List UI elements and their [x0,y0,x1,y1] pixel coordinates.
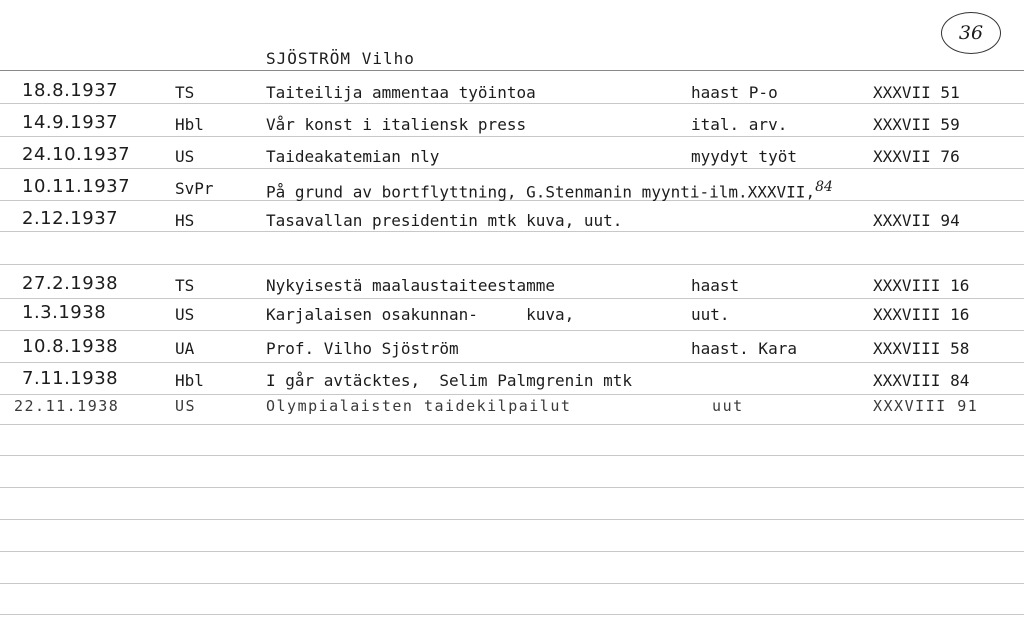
entry-source: US [175,147,195,166]
entry-date: 1.3.1938 [22,302,107,323]
entry-date: 2.12.1937 [22,208,119,229]
entry-note: haast. Kara [691,339,797,358]
entry-ref: XXXVIII 16 [873,305,970,324]
entry-date: 22.11.1938 [14,397,120,415]
entry-row [0,368,1024,394]
entry-ref: XXXVII 59 [873,115,960,134]
entry-date: 18.8.1937 [22,80,119,101]
entry-title: Prof. Vilho Sjöström [266,339,459,358]
entry-source: Hbl [175,371,204,390]
entry-title: Olympialaisten taidekilpailut [266,397,572,415]
ruled-line [0,424,1024,425]
ruled-line [0,614,1024,615]
entry-source: US [175,305,195,324]
entry-ref: XXXVIII 91 [873,397,979,415]
entry-title: Karjalaisen osakunnan- kuva, [266,305,575,324]
ruled-line [0,362,1024,363]
entry-row [0,80,1024,106]
entry-source: SvPr [175,179,214,198]
entry-date: 27.2.1938 [22,273,119,294]
entry-title-text: På grund av bortflyttning, G.Stenmanin myynti-ilm.XXXVII, [266,182,816,202]
entry-date: 10.8.1938 [22,336,119,357]
handwritten-page: 84 [815,179,833,195]
entry-row [0,394,1024,420]
ruled-line [0,519,1024,520]
ruled-line [0,487,1024,488]
entry-source: TS [175,83,195,102]
card-number [941,12,1001,54]
entry-row [0,302,1024,328]
entry-source: TS [175,276,195,295]
entry-ref: XXXVIII 58 [873,339,970,358]
entry-note: haast [691,276,740,295]
entry-title: Taiteilija ammentaa työintoa [266,83,536,102]
entry-title: Tasavallan presidentin mtk kuva, uut. [266,211,623,230]
entry-row [0,176,1024,202]
entry-source: HS [175,211,195,230]
entry-note: ital. arv. [691,115,788,134]
ruled-line [0,455,1024,456]
entry-note: haast P-o [691,83,778,102]
entry-row [0,273,1024,299]
entry-title: I går avtäcktes, Selim Palmgrenin mtk [266,371,633,390]
entry-ref: XXXVIII 84 [873,371,970,390]
ruled-line [0,330,1024,331]
entry-ref: XXXVII 76 [873,147,960,166]
ruled-line [0,551,1024,552]
entry-title: Nykyisestä maalaustaiteestamme [266,276,555,295]
ruled-line [0,264,1024,265]
entry-note: myydyt työt [691,147,797,166]
entry-row [0,208,1024,234]
entry-date: 24.10.1937 [22,144,131,165]
entry-row [0,336,1024,362]
entry-row [0,144,1024,170]
entry-ref: XXXVII 51 [873,83,960,102]
header-rule [0,70,1024,71]
entry-row [0,112,1024,138]
entry-ref: XXXVIII 16 [873,276,970,295]
entry-title: Vår konst i italiensk press [266,115,527,134]
entry-ref: XXXVII 94 [873,211,960,230]
entry-title [266,179,833,201]
entry-source: Hbl [175,115,204,134]
entry-note: uut. [691,305,730,324]
entry-note: uut [691,397,744,415]
entry-date: 10.11.1937 [22,176,131,197]
entry-title: Taideakatemian nly [266,147,440,166]
entry-date: 14.9.1937 [22,112,119,133]
card-number-text: 36 [958,22,984,44]
card-heading: SJÖSTRÖM Vilho [266,49,415,68]
entry-date: 7.11.1938 [22,368,119,389]
entry-source: US [175,397,197,415]
entry-source: UA [175,339,195,358]
ruled-line [0,583,1024,584]
